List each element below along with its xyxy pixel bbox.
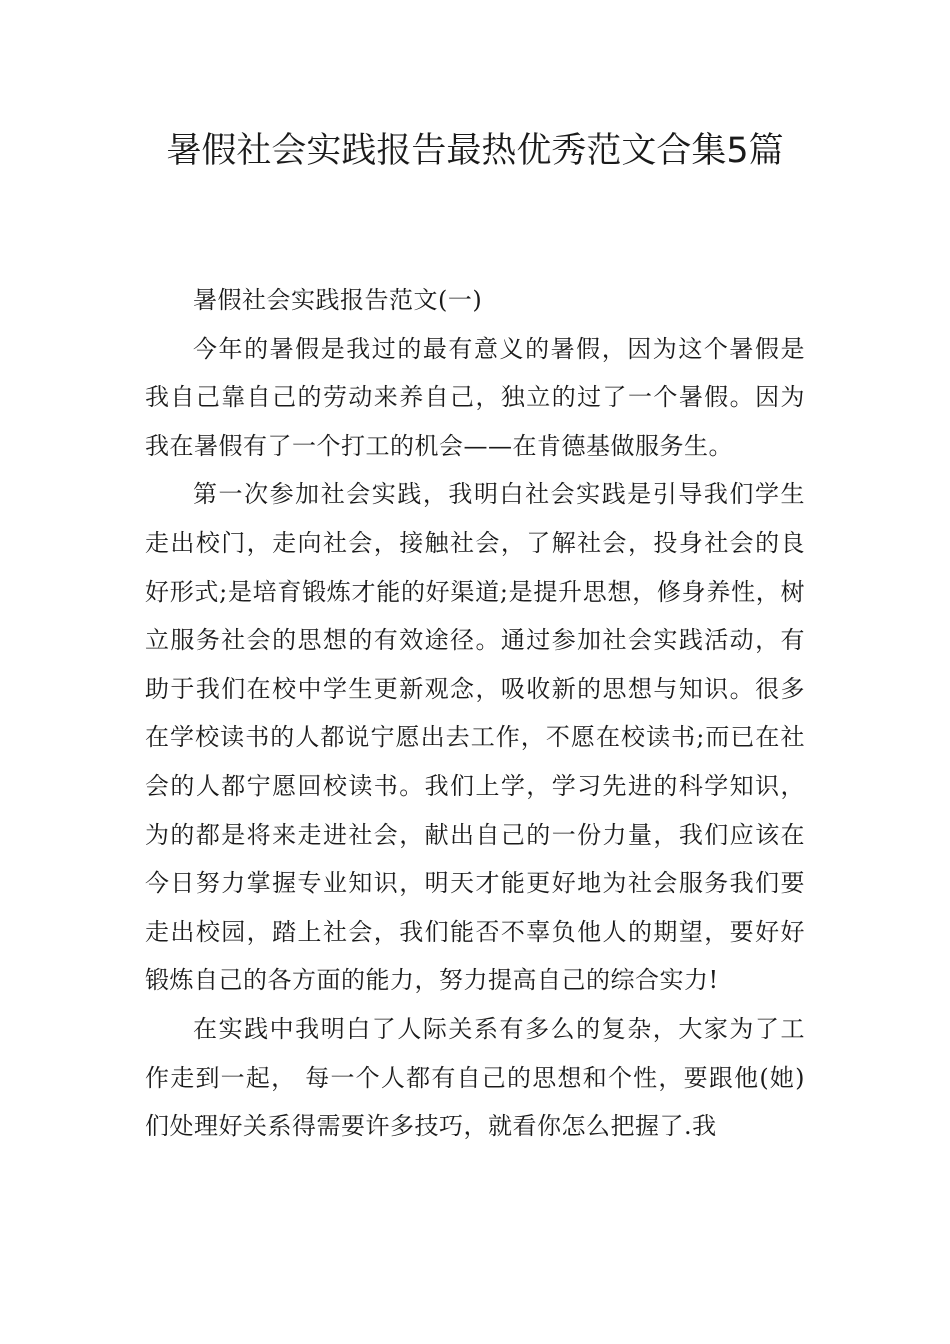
paragraph: 今年的暑假是我过的最有意义的暑假，因为这个暑假是我自己靠自己的劳动来养自己，独立的过了一个暑假。因为我在暑假有了一个打工的机会——在肯德基做服务生。 — [145, 334, 805, 460]
paragraph: 第一次参加社会实践，我明白社会实践是引导我们学生走出校门，走向社会，接触社会，了解社会，投身社会的良好形式;是培育锻炼才能的好渠道;是提升思想，修身养性，树立服务社会的思想的有效途径。通过参加社会实践活动，有助于我们在校中学生更新观念，吸收新的思想与知识。很多在学校读书的人都说宁愿出去工作，不愿在校读书;而已在社会的人都宁愿回校读书。我们上学，学习先进的科学知识，为的都是将来走进社会，献出自己的一份力量，我们应该在今日努力掌握专业知识，明天才能更好地为社会服务我们要走出校园，踏上社会，我们能否不辜负他人的期望，要好好锻炼自己的各方面的能力，努力提高自己的综合实力! — [145, 480, 805, 995]
section-heading: 暑假社会实践报告范文(一) — [193, 286, 483, 314]
document-body — [145, 276, 805, 1151]
paragraph: 在实践中我明白了人际关系有多么的复杂，大家为了工作走到一起， 每一个人都有自己的思想和个性，要跟他(她)们处理好关系得需要许多技巧，就看你怎么把握了.我 — [145, 1014, 805, 1141]
document-title: 暑假社会实践报告最热优秀范文合集5篇 — [166, 131, 784, 171]
